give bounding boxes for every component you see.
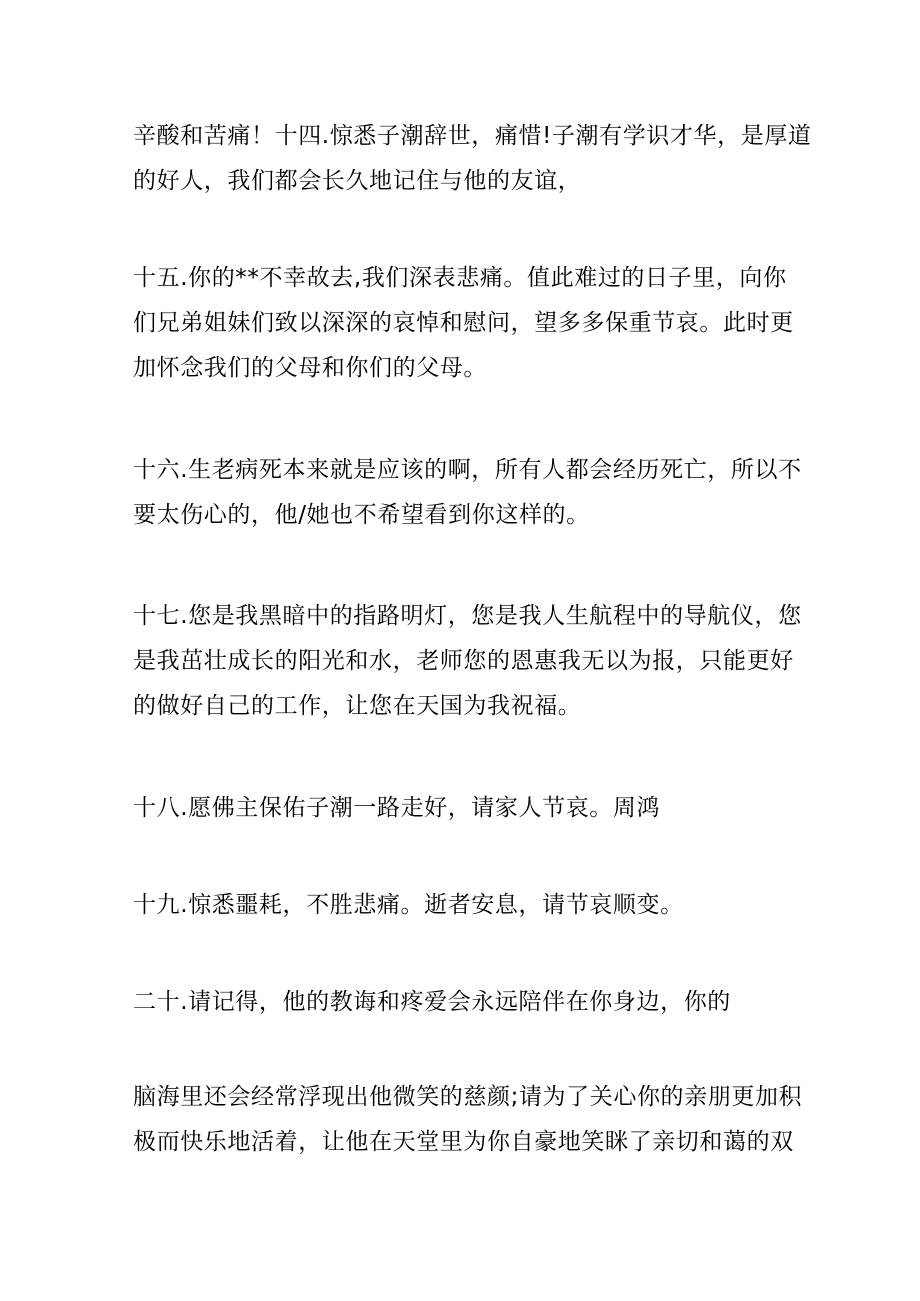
paragraph-20 <box>133 980 798 1025</box>
text-line: 十五.你的**不幸故去,我们深表悲痛。值此难过的日子里，向你 <box>133 265 787 291</box>
text-line: 十八.愿佛主保佑子潮一路走好，请家人节哀。周鸿 <box>133 795 661 821</box>
text-line: 十九.惊悉噩耗，不胜悲痛。逝者安息，请节哀顺变。 <box>133 892 684 918</box>
paragraph-15 <box>133 256 798 391</box>
text-line: 们兄弟姐妹们致以深深的哀悼和慰问，望多多保重节哀。此时更 <box>133 310 794 336</box>
paragraph-20-continued <box>133 1075 803 1165</box>
text-line: 十六.生老病死本来就是应该的啊，所有人都会经历死亡，所以不 <box>133 457 802 483</box>
text-line: 二十.请记得，他的教诲和疼爱会永远陪伴在你身边，你的 <box>133 989 731 1015</box>
text-line: 要太伤心的，他/她也不希望看到你这样的。 <box>133 502 590 528</box>
text-line: 极而快乐地活着，让他在天堂里为你自豪地笑眯了亲切和蔼的双 <box>133 1129 794 1155</box>
text-line: 的做好自己的工作，让您在天国为我祝福。 <box>133 693 582 719</box>
paragraph-19 <box>133 883 798 928</box>
paragraph-17 <box>133 594 802 729</box>
paragraph-18 <box>133 786 798 831</box>
text-line: 的好人，我们都会长久地记住与他的友谊， <box>133 168 582 194</box>
text-line: 辛酸和苦痛！十四.惊悉子潮辞世，痛惜!子潮有学识才华，是厚道 <box>133 123 812 149</box>
paragraph-16 <box>133 448 802 538</box>
text-line: 加怀念我们的父母和你们的父母。 <box>133 355 487 381</box>
text-line: 脑海里还会经常浮现出他微笑的慈颜;请为了关心你的亲朋更加积 <box>133 1084 803 1110</box>
text-line: 是我茁壮成长的阳光和水，老师您的恩惠我无以为报，只能更好 <box>133 648 794 674</box>
paragraph-14 <box>133 114 812 204</box>
text-line: 十七.您是我黑暗中的指路明灯，您是我人生航程中的导航仪，您 <box>133 603 802 629</box>
